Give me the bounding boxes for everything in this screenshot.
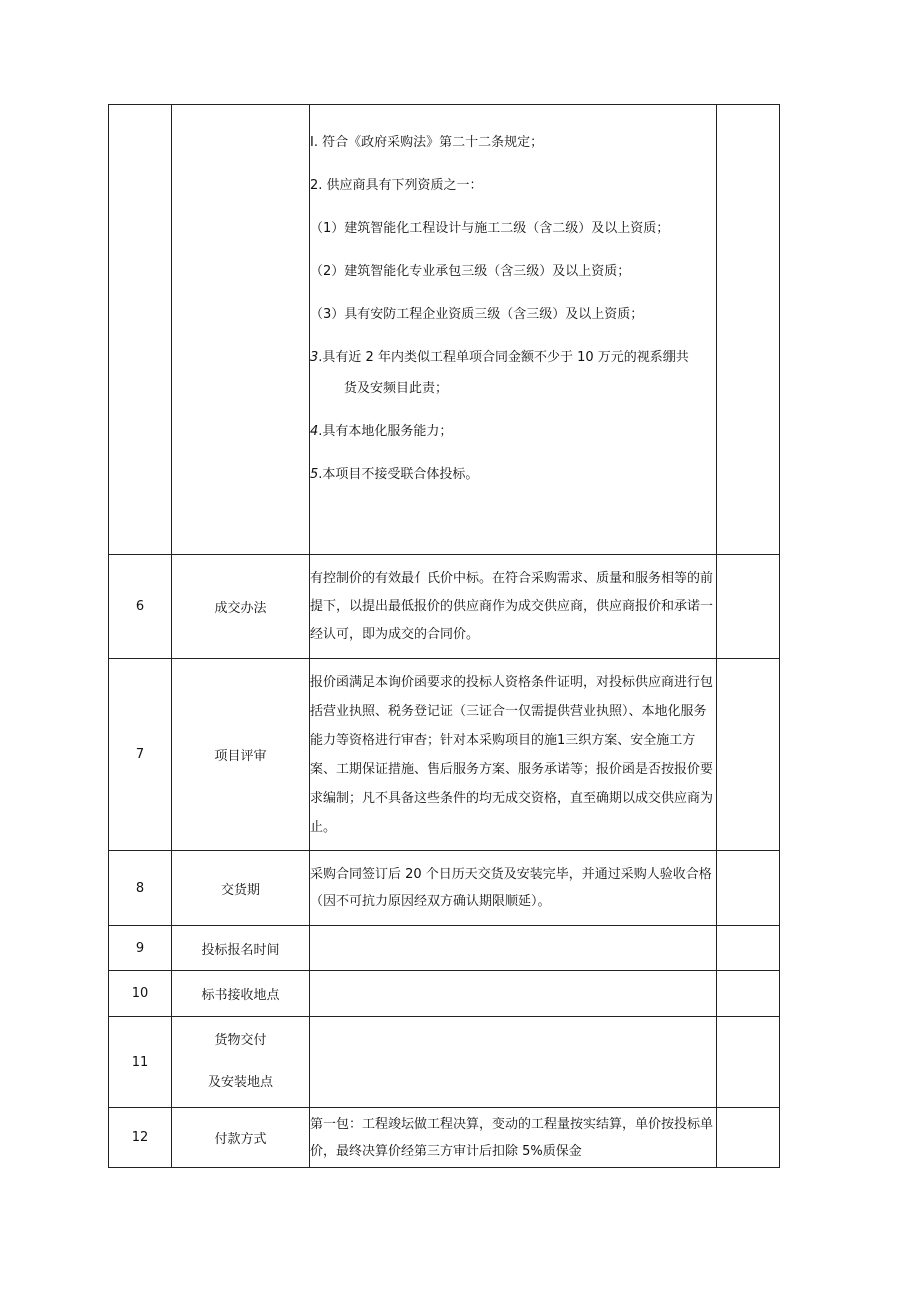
- table-row: [109, 1017, 780, 1108]
- row-name-cell: [172, 1017, 310, 1108]
- table-row: [109, 1108, 780, 1168]
- table-row: [109, 971, 780, 1017]
- row-content-cell: [310, 1017, 717, 1108]
- row-content-cell: 有控制价的有效最亻氏价中标。在符合采购需求、质量和服务相等的前提下，以提出最低报价的供应商作为成交供应商，供应商报价和承诺一经认可，即为成交的合同价。: [310, 555, 717, 659]
- requirement-item: （1）建筑智能化工程设计与施工二级（含二级）及以上资质；: [310, 221, 670, 236]
- qualification-requirements-cell: [310, 105, 717, 555]
- procurement-spec-table: [108, 104, 780, 1168]
- row-number-cell: 8: [109, 851, 172, 926]
- row-number-cell: 6: [109, 555, 172, 659]
- requirement-number: 3: [310, 350, 319, 365]
- remark-cell: [717, 926, 780, 971]
- requirement-item: [310, 465, 716, 485]
- table-row: [109, 851, 780, 926]
- requirement-item: 2. 供应商具有下列资质之一：: [310, 178, 483, 193]
- requirement-text: .具有近 2 年内类似工程单项合同金额不少于 10 万元的视系绷共: [318, 350, 689, 365]
- row-name-line: 货物交付: [214, 1033, 267, 1048]
- row-name-cell: 投标报名时间: [172, 926, 310, 971]
- row-content-cell: [310, 971, 717, 1017]
- row-name-cell: 交货期: [172, 851, 310, 926]
- requirement-text: .本项目不接受联合体投标。: [318, 467, 479, 482]
- remark-cell: [717, 659, 780, 851]
- row-name-cell: 标书接收地点: [172, 971, 310, 1017]
- row-number-cell: 12: [109, 1108, 172, 1168]
- row-name-cell: [172, 105, 310, 555]
- row-name-cell: 项目评审: [172, 659, 310, 851]
- remark-cell: [717, 1108, 780, 1168]
- remark-cell: [717, 1017, 780, 1108]
- row-content-cell: 第一包：工程竣坛做工程决算，变动的工程量按实结算，单价按投标单价，最终决算价经第三方审计后扣除 5%质保金: [310, 1108, 717, 1168]
- row-number-cell: 9: [109, 926, 172, 971]
- row-content-cell: 采购合同签订后 20 个日历天交货及安装完毕，并通过采购人验收合格（因不可抗力原因经双方确认期限顺延）。: [310, 851, 717, 926]
- requirement-item: [310, 422, 716, 442]
- row-number-cell: [109, 105, 172, 555]
- remark-cell: [717, 971, 780, 1017]
- requirement-item: （2）建筑智能化专业承包三级（含三级）及以上资质；: [310, 264, 631, 279]
- row-name-cell: 付款方式: [172, 1108, 310, 1168]
- row-content-cell: 报价函满足本询价函要求的投标人资格条件证明，对投标供应商进行包括营业执照、税务登记证（三证合一仅需提供营业执照）、本地化服务能力等资格进行审杳；针对本采购项目的施1三织方案、安全施工方案、工期保证措施、售后服务方案、服务承诺等；报价函是否按报价要求编制；凡不具备这些条件的均无成交资格，直至确期以成交供应商为止。: [310, 659, 717, 851]
- table-row: [109, 659, 780, 851]
- remark-cell: [717, 555, 780, 659]
- row-number-cell: 11: [109, 1017, 172, 1108]
- remark-cell: [717, 851, 780, 926]
- requirement-number: 4: [310, 424, 319, 439]
- requirement-item: （3）具有安防工程企业资质三级（含三级）及以上资质；: [310, 307, 644, 322]
- remark-cell: [717, 105, 780, 555]
- row-name-cell: 成交办法: [172, 555, 310, 659]
- requirement-item: I. 符合《政府采购法》第二十二条规定；: [310, 135, 544, 150]
- row-content-cell: [310, 926, 717, 971]
- row-number-cell: 7: [109, 659, 172, 851]
- row-name-line: 及安装地点: [207, 1075, 273, 1090]
- row-number-cell: 10: [109, 971, 172, 1017]
- requirement-continuation: 货及安频目此责；: [344, 381, 449, 396]
- requirement-number: 5: [310, 467, 319, 482]
- table-row: [109, 926, 780, 971]
- requirement-item: [310, 348, 716, 399]
- table-row-qualifications: [109, 105, 780, 555]
- table-row: [109, 555, 780, 659]
- requirement-text: .具有本地化服务能力；: [318, 424, 453, 439]
